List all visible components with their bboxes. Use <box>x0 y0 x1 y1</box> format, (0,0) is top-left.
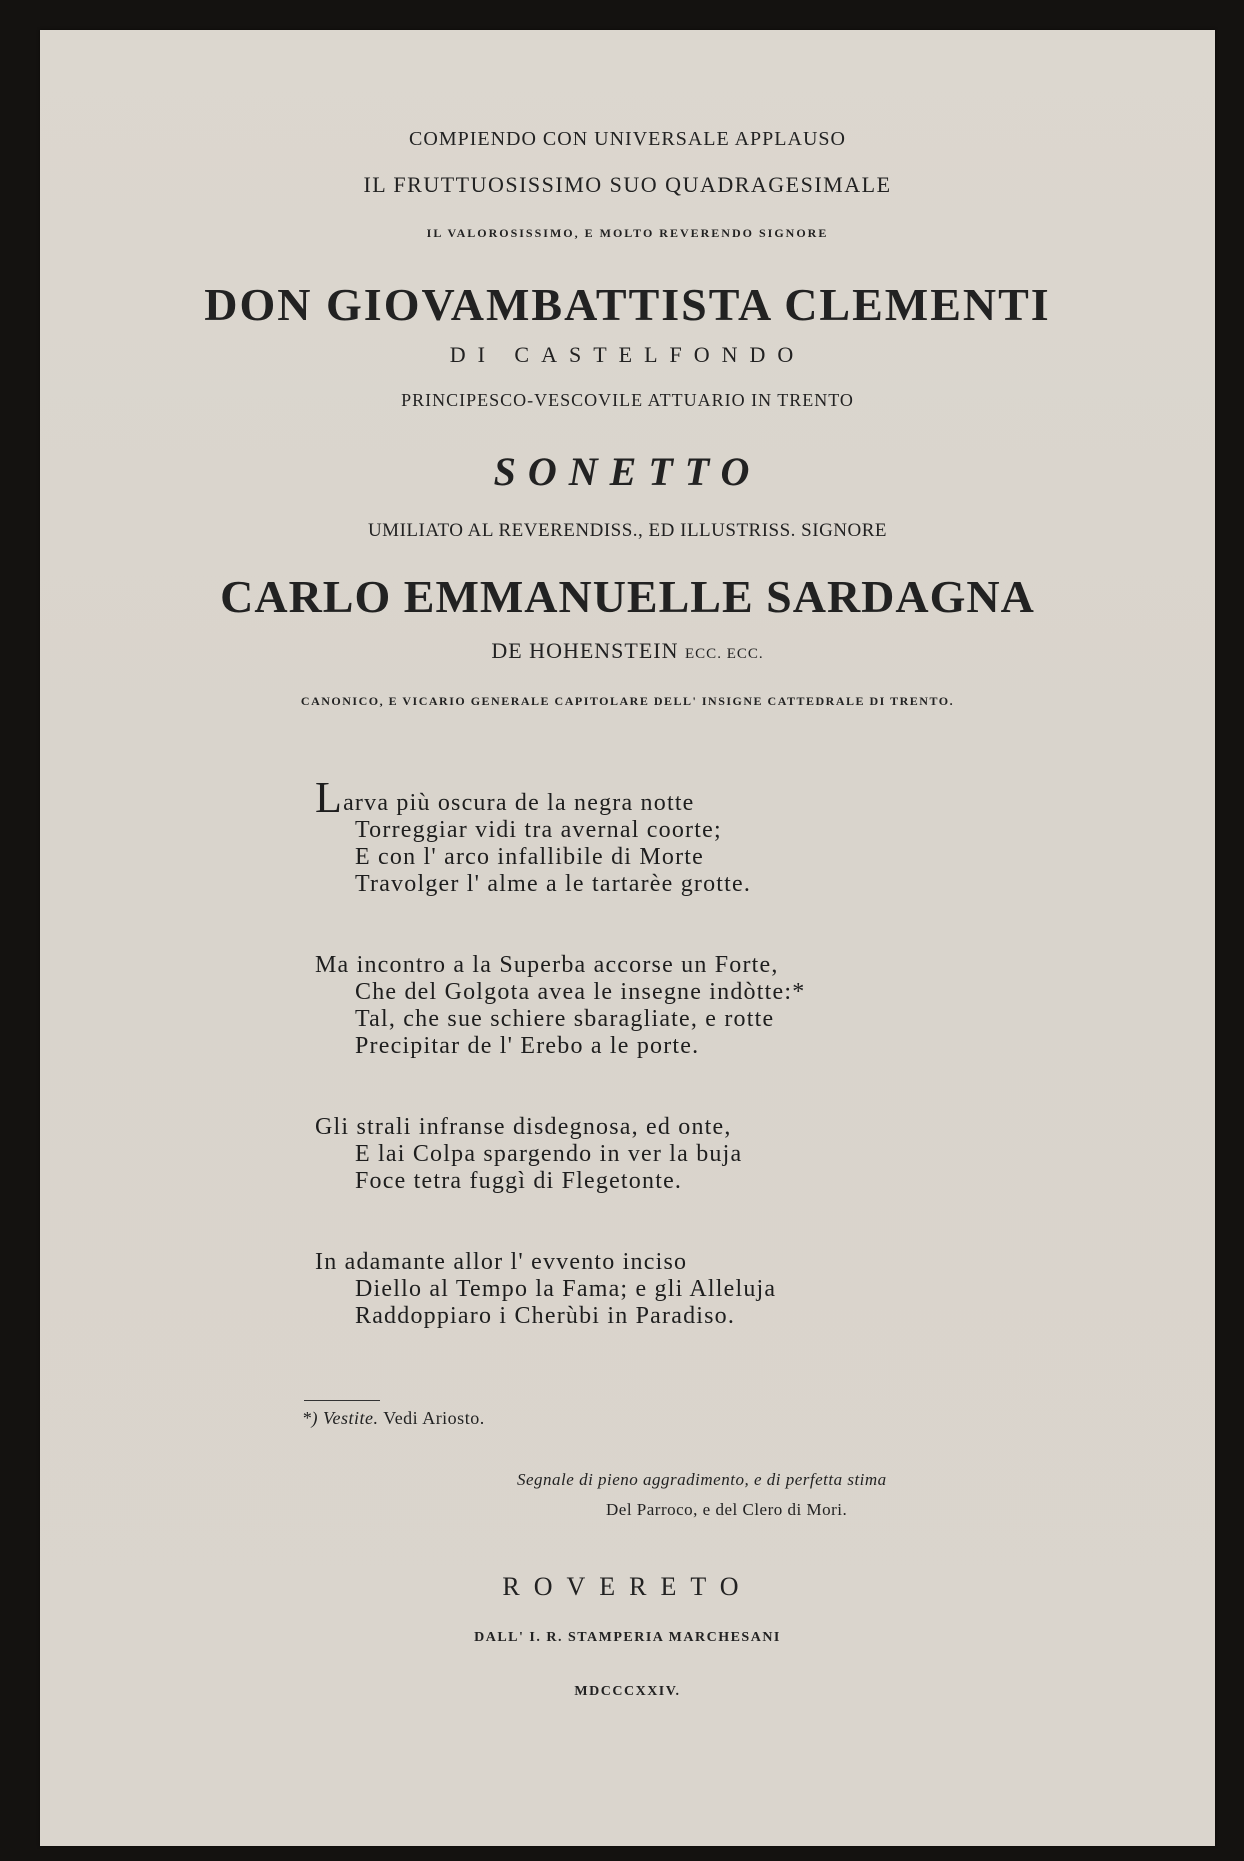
poem-line: Foce tetra fuggì di Flegetonte. <box>355 1168 683 1194</box>
dedicatee-title: CANONICO, E VICARIO GENERALE CAPITOLARE DELL' INSIGNE CATTEDRALE DI TRENTO. <box>300 694 955 708</box>
footnote-text: Vedi Ariosto. <box>383 1408 485 1428</box>
poem-line: E lai Colpa spargendo in ver la buja <box>355 1141 743 1167</box>
header-line-1: COMPIENDO CON UNIVERSALE APPLAUSO <box>409 128 846 150</box>
poem-line: Precipitar de l' Erebo a le porte. <box>355 1033 700 1059</box>
poem-line: E con l' arco infallibile di Morte <box>355 844 705 870</box>
poem-line: Raddoppiaro i Cherùbi in Paradiso. <box>355 1303 736 1329</box>
dedicatee-name: CARLO EMMANUELLE SARDAGNA <box>220 571 1035 622</box>
poem-line <box>315 773 805 822</box>
footnote-marker: *) <box>302 1408 318 1428</box>
poem-line: Gli strali infranse disdegnosa, ed onte, <box>315 1114 732 1140</box>
footnote-rule <box>304 1400 380 1401</box>
stanza-2 <box>315 952 805 1060</box>
dedicatee-sub-small: ECC. ECC. <box>685 646 764 662</box>
author-office: PRINCIPESCO-VESCOVILE ATTUARIO IN TRENTO <box>401 390 854 410</box>
genre-title: SONETTO <box>493 449 762 494</box>
poem-line-text: arva più oscura de la negra notte <box>343 790 695 816</box>
signature-line-1: Segnale di pieno aggradimento, e di perfetta stima <box>517 1470 887 1489</box>
document-sheet <box>40 30 1215 1846</box>
poem-line: Che del Golgota avea le insegne indòtte:* <box>355 979 806 1005</box>
dedication-line: UMILIATO AL REVERENDISS., ED ILLUSTRISS. SIGNORE <box>367 520 888 541</box>
dedicatee-subtitle <box>40 638 1215 664</box>
stanza-4 <box>315 1249 805 1330</box>
dedicatee-sub-main: DE HOHENSTEIN <box>491 638 679 663</box>
header-line-3: IL VALOROSISSIMO, E MOLTO REVERENDO SIGNORE <box>426 226 829 240</box>
poem-line: In adamante allor l' evvento inciso <box>315 1249 688 1275</box>
stanza-3 <box>315 1114 805 1195</box>
poem-line: Ma incontro a la Superba accorse un Forte, <box>315 952 779 978</box>
poem-line: Tal, che sue schiere sbaragliate, e rotte <box>355 1006 775 1032</box>
author-name: DON GIOVAMBATTISTA CLEMENTI <box>204 279 1051 330</box>
footnote-word: Vestite. <box>323 1408 379 1428</box>
sonnet <box>315 773 806 1384</box>
header-line-2: IL FRUTTUOSISSIMO SUO QUADRAGESIMALE <box>363 172 892 197</box>
footnote <box>302 1408 485 1429</box>
drop-cap: L <box>315 773 344 822</box>
poem-line: Diello al Tempo la Fama; e gli Alleluja <box>355 1276 777 1302</box>
imprint-year: MDCCCXXIV. <box>574 1684 681 1699</box>
signature-line-2: Del Parroco, e del Clero di Mori. <box>606 1500 848 1519</box>
imprint-printer: DALL' I. R. STAMPERIA MARCHESANI <box>474 1630 781 1645</box>
poem-line: Torreggiar vidi tra avernal coorte; <box>355 817 722 843</box>
poem-line: Travolger l' alme a le tartarèe grotte. <box>355 871 752 897</box>
author-origin: DI CASTELFONDO <box>449 342 806 367</box>
imprint-place: ROVERETO <box>502 1572 753 1601</box>
stanza-1 <box>315 773 805 898</box>
